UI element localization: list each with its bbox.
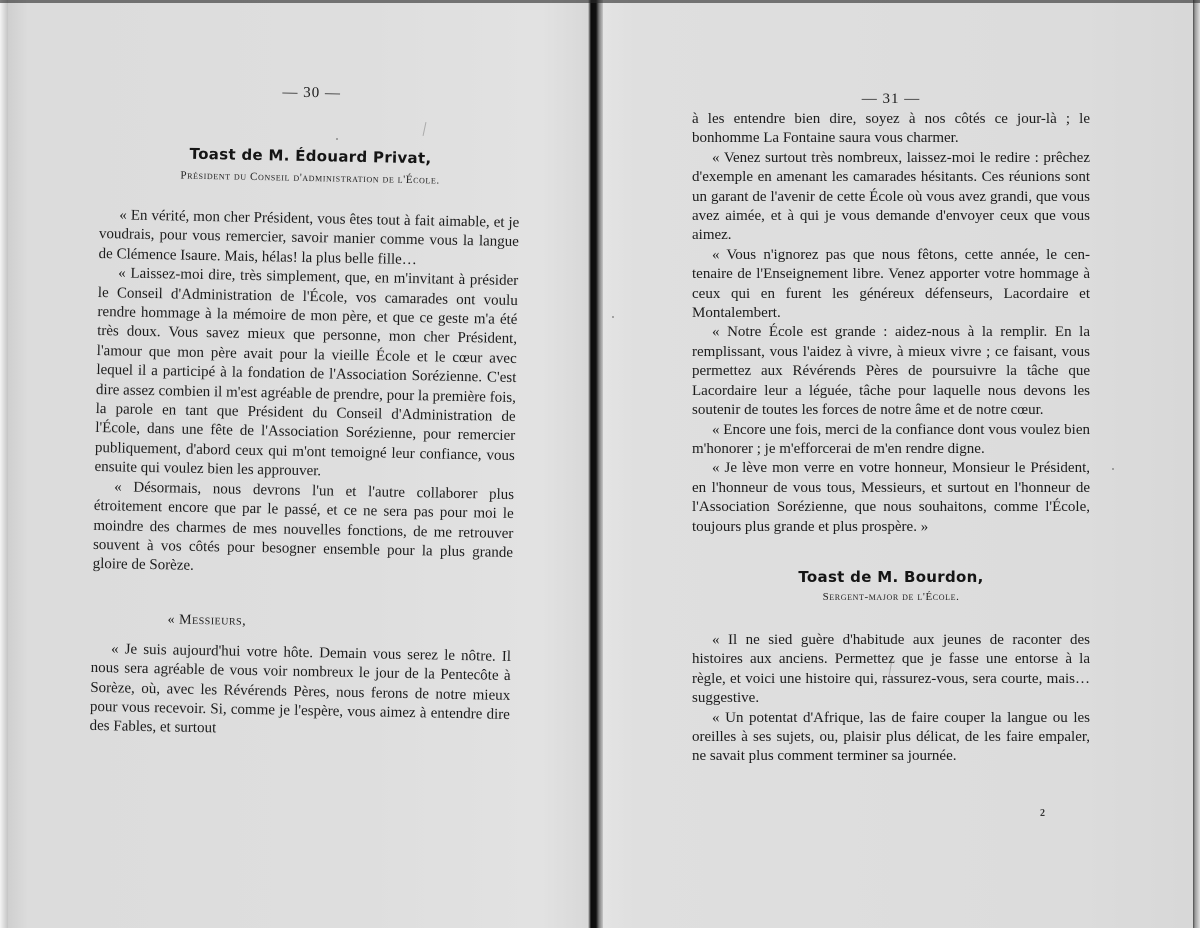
toast-subtitle-bourdon: Sergent-major de l'École. xyxy=(822,590,960,603)
toast-title-privat: Toast de M. Édouard Privat, xyxy=(189,144,432,168)
page-number-left: — 30 — xyxy=(282,84,342,102)
right-page-content xyxy=(692,88,1090,767)
book-left-edge xyxy=(0,0,8,928)
paragraph: « Il ne sied guère d'habitude aux jeunes de raconter des histoires aux anciens. Permettez que je fasse une entorse à la règle, et voici une histoire qui, rassurez-vous, sera courte, mais… suggestive. xyxy=(692,631,1090,707)
paragraph: « Venez surtout très nombreux, laissez-moi le redire : prêchez d'exemple en amenant les camarades hésitants. Ces réunions sont un garant de l'avenir de cette École où vous avez grandi, que vous avez aimée, et à qui je vous demande d'envoyer ceux que vous aimez. xyxy=(692,149,1090,244)
toast-subtitle-privat: Président du Conseil d'administration de l'École. xyxy=(180,169,440,187)
signature-mark: 2 xyxy=(1040,808,1045,819)
scan-speck xyxy=(612,316,614,318)
scan-speck xyxy=(1112,468,1114,470)
book-top-edge xyxy=(0,0,1200,3)
paragraph: à les entendre bien dire, soyez à nos côtés ce jour-là ; le bonhomme La Fontaine saura vous charmer. xyxy=(692,111,1090,147)
paragraph: « Je suis aujourd'hui votre hôte. Demain vous serez le nôtre. Il nous sera agréable de vous voir nombreux le jour de la Pentecôte à Sorèze, où, avec les Révérends Pères, nous ferons de notre mieux pour vous recevoir. Si, comme je l'espère, vous aimez à entendre dire des Fables, et surtout xyxy=(89,640,512,737)
paragraph: « Désormais, nous devrons l'un et l'autre collaborer plus étroitement encore que par le passé, et ce ne sera pas pour moi le moindre des charmes de mes nouvelles fonctions, de me retrouver souvent à vos côtés pour besogner ensemble pour la plus grande gloire de Sorèze. xyxy=(92,478,515,575)
paragraph: « Un potentat d'Afrique, las de faire couper la langue ou les oreilles à ses sujets, ou, plaisir plus délicat, de les faire empaler, ne savait plus comment terminer sa journée. xyxy=(692,709,1090,765)
paragraph: « En vérité, mon cher Président, vous êtes tout à fait aimable, et je voudrais, pour vous remercier, savoir manier comme vous la langue de Clémence Isaure. Mais, hélas! la plus belle fille… xyxy=(98,207,520,268)
paragraph: « Encore une fois, merci de la confiance dont vous voulez bien m'honorer ; je m'efforcerai de m'en rendre digne. xyxy=(692,421,1090,457)
salutation: « Messieurs, xyxy=(167,612,247,629)
page-number-right: — 31 — xyxy=(861,91,921,107)
left-page-content xyxy=(89,78,522,745)
paragraph: « Je lève mon verre en votre honneur, Monsieur le Président, en l'honneur de vous tous, Messieurs, et surtout en l'honneur de l'Association Sorézienne, que nous souhaitons, comme l'École, toujours plus grande et plus prospère. » xyxy=(692,460,1090,535)
paragraph: « Vous n'ignorez pas que nous fêtons, cette année, le centenaire de l'Enseignement libre. Venez apporter votre hommage à ceux qui en furent les généreux défenseurs, Lacordaire et Montalembert. xyxy=(692,246,1090,322)
book-right-edge xyxy=(1193,0,1200,928)
toast-title-bourdon: Toast de M. Bourdon, xyxy=(798,567,984,586)
paragraph: « Notre École est grande : aidez-nous à la remplir. En la remplissant, vous l'aidez à vivre, à mieux vivre ; ce faisant, vous permettez aux Révérends Pères de poursuivre la tâche que Lacordaire leur a léguée, tâche pour laquelle nous devons les soutenir de toutes les forces de notre âme et de notre cœur. xyxy=(692,324,1090,419)
book-spine xyxy=(588,0,603,928)
paragraph: « Laissez-moi dire, très simplement, que, en m'invitant à présider le Conseil d'Administration de l'École, vos camarades ont voulu rendre hommage à la mémoire de mon père, et que ce geste m'a été très doux. Vous savez mieux que personne, mon cher Président, l'amour que mon père avait pour la vieille École et le cœur avec lequel il a participé à la fondation de l'Association Sorézienne. C'est dire assez combien il m'est agréable de prendre, pour la première fois, la parole en tant que Président du Conseil d'Administration de l'École, dans une fête de l'Association Sorézienne, pour remercier publiquement, d'abord ceux qui m'ont temoigné leur confiance, vous ensuite qui voulez bien les approuver. xyxy=(94,265,519,480)
